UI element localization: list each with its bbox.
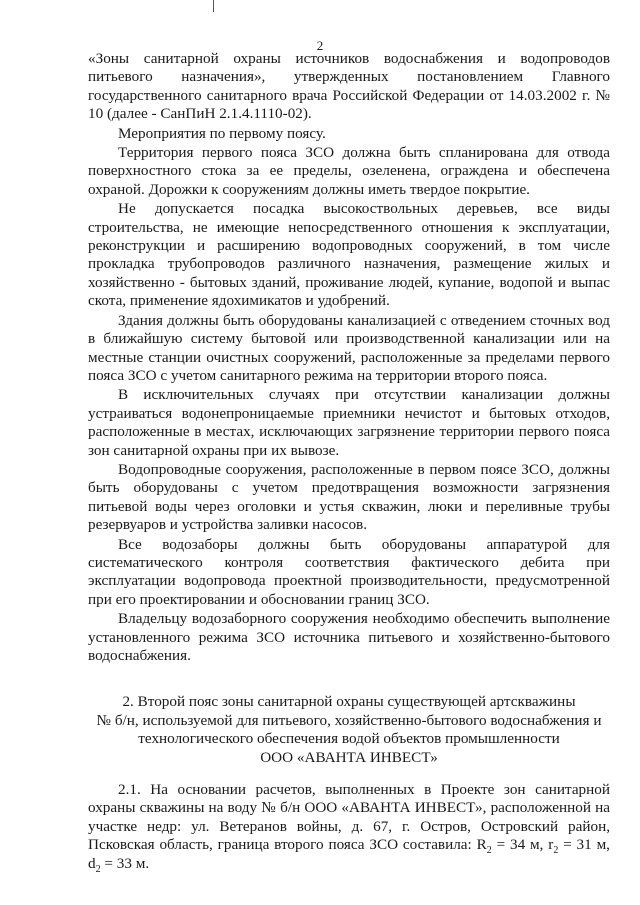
d-value: = 33 м. bbox=[100, 854, 150, 872]
scan-mark bbox=[213, 0, 214, 12]
r-big-subscript: 2 bbox=[486, 845, 492, 857]
paragraph-exceptional-cases: В исключительных случаях при отсутствии канализации должны устраиваться водонепроницаемые приемники нечистот и бытовых отходов, расположенные в местах, исключающих загрязнение территории первого пояса зон санитарной охраны при их вывозе. bbox=[88, 386, 610, 459]
paragraph-first-zone-heading: Мероприятия по первому поясу. bbox=[118, 124, 326, 142]
paragraph-owner-obligation: Владельцу водозаборного сооружения необходимо обеспечить выполнение установленного режима ЗСО источника питьевого и хозяйственно-бытового водоснабжения. bbox=[88, 610, 610, 664]
r-big-letter: R bbox=[476, 836, 487, 854]
section-heading bbox=[88, 693, 610, 767]
clause-2-1-text: 2.1. На основании расчетов, выполненных в Проекте зон санитарной охраны скважины на воду № б/н ООО «АВАНТА ИНВЕСТ», расположенной на участке недр: ул. Ветеранов войны, д. 67, г. Остров, Островский район, Псковская область, граница второго пояса ЗСО составила: bbox=[88, 781, 610, 854]
r-small-subscript: 2 bbox=[553, 845, 559, 857]
section-title-line-3: технологического обеспечения водой объектов промышленности bbox=[138, 730, 560, 748]
paragraph-territory: Территория первого пояса ЗСО должна быть спланирована для отвода поверхностного стока за ее пределы, озеленена, ограждена и обеспечена охраной. Дорожки к сооружениям должны иметь твердое покрытие. bbox=[88, 144, 610, 198]
paragraph-sanpin-reference: «Зоны санитарной охраны источников водоснабжения и водопроводов питьевого назначения», утвержденных постановлением Главного государственного санитарного врача Российской Федерации от 14.03.2002 г. № 10 (далее - СанПиН 2.1.4.1110-02). bbox=[88, 50, 610, 123]
section-title-line-4: ООО «АВАНТА ИНВЕСТ» bbox=[260, 748, 438, 766]
page-number: 2 bbox=[316, 38, 324, 53]
paragraph-water-structures: Водопроводные сооружения, расположенные в первом поясе ЗСО, должны быть оборудованы с учетом предотвращения возможности загрязнения питьевой воды через оголовки и устья скважин, люки и переливные трубы резервуаров и устройства заливки насосов. bbox=[88, 460, 610, 534]
paragraph-water-intakes: Все водозаборы должны быть оборудованы аппаратурой для систематического контроля соответствия фактического дебита при эксплуатации водопровода проектной производительности, предусмотренной при его проектировании и обосновании границ ЗСО. bbox=[88, 535, 610, 608]
d-letter: d bbox=[88, 854, 96, 872]
r-small-letter: r bbox=[548, 836, 554, 854]
r-big-value: = 34 м, bbox=[491, 836, 549, 854]
r-small-value: = 31 м, bbox=[558, 836, 610, 854]
section-title-line-2: № б/н, используемой для питьевого, хозяйственно-бытового водоснабжения и bbox=[96, 711, 602, 729]
paragraph-prohibitions: Не допускается посадка высокоствольных деревьев, все виды строительства, не имеющие непосредственного отношения к эксплуатации, реконструкции и расширению водопроводных сооружений, в том числе прокладка трубопроводов различного назначения, размещение жилых и хозяйственно - бытовых зданий, проживание людей, купание, водопой и выпас скота, применение ядохимикатов и удобрений. bbox=[88, 200, 610, 310]
d-subscript: 2 bbox=[95, 863, 101, 875]
document-body bbox=[88, 50, 610, 873]
paragraph-buildings-sewerage: Здания должны быть оборудованы канализацией с отведением сточных вод в ближайшую систему бытовой или производственной канализации или на местные станции очистных сооружений, расположенные за пределами первого пояса ЗСО с учетом санитарного режима на территории второго пояса. bbox=[88, 311, 610, 384]
section-title-line-1: 2. Второй пояс зоны санитарной охраны существующей артскважины bbox=[122, 693, 576, 711]
clause-2-1 bbox=[88, 781, 610, 873]
